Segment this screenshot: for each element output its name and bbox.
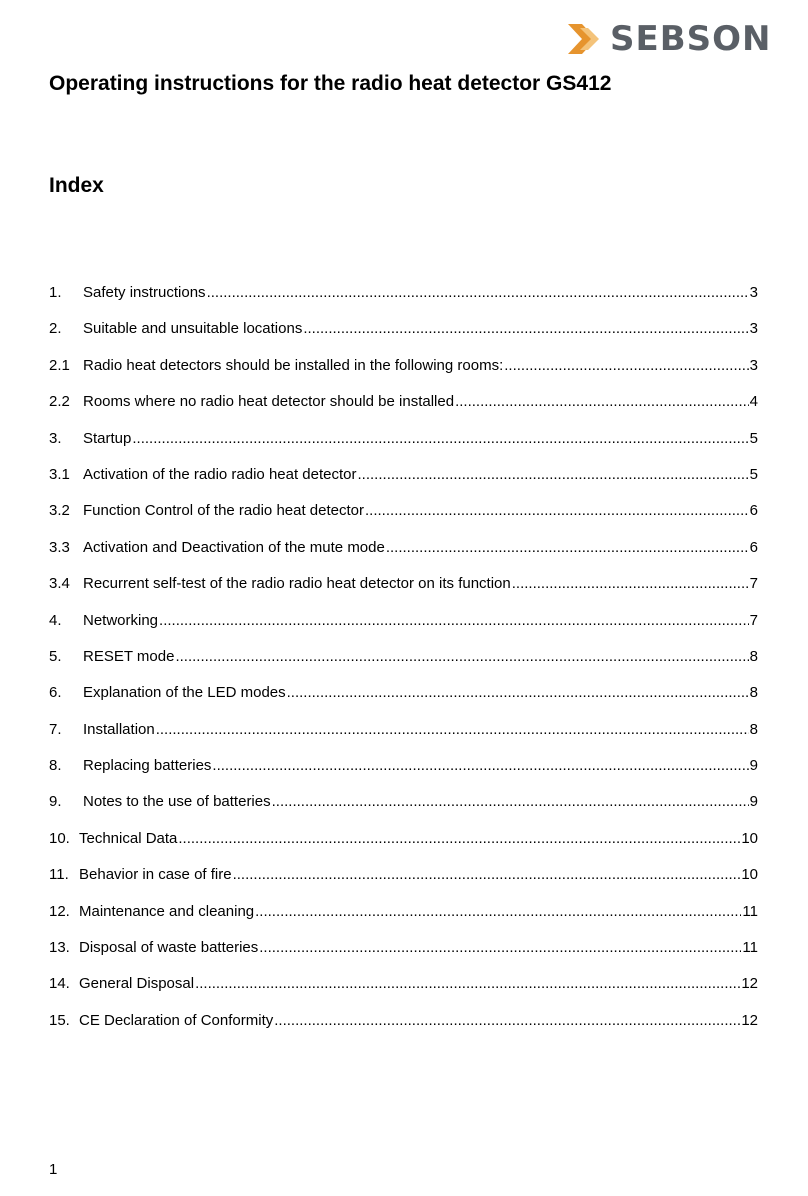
toc-entry[interactable] bbox=[49, 647, 758, 683]
toc-entry[interactable] bbox=[49, 538, 758, 574]
toc-dot-leader bbox=[195, 974, 740, 994]
toc-entry-label: Technical Data bbox=[79, 829, 178, 847]
toc-entry-number: 5. bbox=[49, 647, 62, 665]
chevron-arrow-icon bbox=[566, 22, 606, 56]
toc-entry[interactable] bbox=[49, 465, 758, 501]
toc-entry-page: 5 bbox=[749, 465, 758, 483]
toc-entry-number: 3. bbox=[49, 429, 62, 447]
toc-entry[interactable] bbox=[49, 1011, 758, 1047]
toc-entry-page: 10 bbox=[741, 866, 758, 884]
toc-entry-label: Networking bbox=[83, 611, 159, 629]
toc-dot-leader bbox=[255, 902, 741, 922]
toc-entry[interactable] bbox=[49, 829, 758, 865]
toc-dot-leader bbox=[233, 865, 741, 885]
index-heading: Index bbox=[49, 174, 104, 197]
toc-entry-page: 9 bbox=[749, 757, 758, 775]
toc-dot-leader bbox=[365, 501, 749, 521]
toc-entry-page: 6 bbox=[749, 538, 758, 556]
toc-dot-leader bbox=[386, 538, 749, 558]
toc-dot-leader bbox=[212, 756, 748, 776]
toc-entry-label: Safety instructions bbox=[83, 284, 206, 301]
toc-entry[interactable] bbox=[49, 429, 758, 465]
toc-entry-page: 4 bbox=[749, 393, 758, 411]
toc-entry[interactable] bbox=[49, 574, 758, 610]
page-number: 1 bbox=[49, 1161, 58, 1178]
toc-entry[interactable] bbox=[49, 683, 758, 719]
toc-entry-number: 2.1 bbox=[49, 356, 70, 374]
toc-entry-page: 12 bbox=[741, 975, 758, 993]
toc-entry-number: 12. bbox=[49, 902, 70, 920]
toc-entry[interactable] bbox=[49, 938, 758, 974]
toc-entry-number: 4. bbox=[49, 611, 62, 629]
toc-entry-number: 2. bbox=[49, 320, 62, 338]
toc-entry-label: Suitable and unsuitable locations bbox=[83, 320, 303, 338]
toc-entry[interactable] bbox=[49, 792, 758, 828]
toc-entry-page: 12 bbox=[741, 1011, 758, 1029]
toc-entry-page: 8 bbox=[749, 720, 758, 738]
toc-dot-leader bbox=[259, 938, 741, 958]
toc-dot-leader bbox=[175, 647, 748, 667]
toc-entry[interactable] bbox=[49, 865, 758, 901]
toc-entry-number: 8. bbox=[49, 757, 62, 775]
toc-entry-page: 8 bbox=[749, 684, 758, 702]
toc-entry-number: 3.4 bbox=[49, 575, 70, 593]
toc-entry-number: 15. bbox=[49, 1011, 70, 1029]
toc-entry-label: RESET mode bbox=[83, 647, 175, 665]
toc-entry-number: 14. bbox=[49, 975, 70, 993]
toc-entry-number: 2.2 bbox=[49, 393, 70, 411]
toc-entry-label: Replacing batteries bbox=[83, 757, 212, 775]
toc-entry-page: 11 bbox=[742, 902, 758, 920]
toc-entry-page: 10 bbox=[741, 829, 758, 847]
toc-entry-label: Disposal of waste batteries bbox=[79, 939, 259, 957]
toc-dot-leader bbox=[358, 465, 749, 485]
toc-entry-label: Explanation of the LED modes bbox=[83, 684, 286, 702]
toc-entry-label: Installation bbox=[83, 720, 155, 738]
sebson-logo bbox=[566, 18, 771, 60]
toc-entry-label: Function Control of the radio heat detector bbox=[83, 502, 365, 520]
toc-entry-label: Activation and Deactivation of the mute mode bbox=[83, 538, 385, 556]
toc-entry-number: 6. bbox=[49, 684, 62, 702]
toc-entry-page: 6 bbox=[749, 502, 758, 520]
toc-entry[interactable] bbox=[49, 974, 758, 1010]
toc-entry-label: Notes to the use of batteries bbox=[83, 793, 271, 811]
toc-dot-leader bbox=[455, 392, 749, 412]
toc-entry-number: 3.3 bbox=[49, 538, 70, 556]
toc-entry-number: 3.1 bbox=[49, 465, 70, 483]
toc-entry-number: 11. bbox=[49, 866, 69, 884]
toc-entry-number: 9. bbox=[49, 793, 62, 811]
toc-entry[interactable] bbox=[49, 611, 758, 647]
toc-entry-page: 7 bbox=[749, 575, 758, 593]
toc-entry-label: General Disposal bbox=[79, 975, 195, 993]
toc-entry-label: Activation of the radio radio heat detector bbox=[83, 465, 357, 483]
toc-entry-page: 3 bbox=[749, 284, 758, 301]
toc-entry-label: Recurrent self-test of the radio radio heat detector on its function bbox=[83, 575, 511, 593]
toc-entry-label: Rooms where no radio heat detector should be installed bbox=[83, 393, 455, 411]
toc-entry[interactable] bbox=[49, 356, 758, 392]
toc-entry-page: 7 bbox=[749, 611, 758, 629]
toc-entry-label: Radio heat detectors should be installed in the following rooms: bbox=[83, 356, 504, 374]
toc-entry[interactable] bbox=[49, 902, 758, 938]
toc-entry-number: 10. bbox=[49, 829, 70, 847]
toc-entry-label: Maintenance and cleaning bbox=[79, 902, 255, 920]
toc-dot-leader bbox=[178, 829, 740, 849]
toc-dot-leader bbox=[272, 792, 749, 812]
toc-entry-number: 1. bbox=[49, 284, 62, 301]
toc-dot-leader bbox=[132, 429, 748, 449]
toc-dot-leader bbox=[274, 1011, 740, 1031]
toc-entry-number: 7. bbox=[49, 720, 62, 738]
toc-entry[interactable] bbox=[49, 756, 758, 792]
toc-entry[interactable] bbox=[49, 283, 758, 319]
toc-entry-page: 11 bbox=[742, 939, 758, 957]
document-title: Operating instructions for the radio heat detector GS412 bbox=[49, 72, 612, 95]
table-of-contents bbox=[49, 283, 758, 1047]
toc-dot-leader bbox=[303, 319, 748, 339]
toc-dot-leader bbox=[207, 283, 749, 303]
toc-dot-leader bbox=[504, 356, 748, 376]
toc-entry-page: 8 bbox=[749, 647, 758, 665]
toc-entry-page: 5 bbox=[749, 429, 758, 447]
toc-entry-page: 9 bbox=[749, 793, 758, 811]
toc-entry[interactable] bbox=[49, 720, 758, 756]
toc-entry[interactable] bbox=[49, 501, 758, 537]
toc-dot-leader bbox=[156, 720, 749, 740]
toc-entry-label: Behavior in case of fire bbox=[79, 866, 232, 884]
logo-text: SEBSON bbox=[610, 19, 772, 59]
toc-dot-leader bbox=[159, 611, 749, 631]
toc-entry-number: 13. bbox=[49, 939, 70, 957]
toc-dot-leader bbox=[287, 683, 749, 703]
toc-entry-page: 3 bbox=[749, 320, 758, 338]
toc-entry-label: Startup bbox=[83, 429, 132, 447]
toc-entry-page: 3 bbox=[749, 356, 758, 374]
toc-entry-number: 3.2 bbox=[49, 502, 70, 520]
toc-dot-leader bbox=[512, 574, 749, 594]
toc-entry[interactable] bbox=[49, 319, 758, 355]
toc-entry[interactable] bbox=[49, 392, 758, 428]
toc-entry-label: CE Declaration of Conformity bbox=[79, 1011, 274, 1029]
